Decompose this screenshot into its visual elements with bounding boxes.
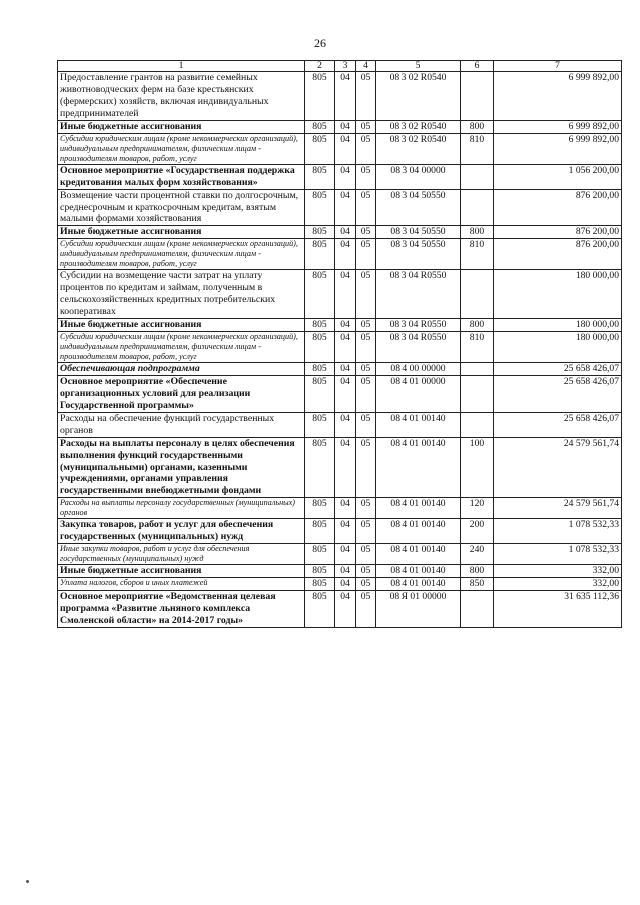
table-row [58,375,622,412]
row-amount-cell: 1 078 532,33 [494,544,622,565]
row-admin-code-cell: 805 [305,189,335,226]
row-subsection-cell: 05 [356,519,376,544]
row-expense-type-cell: 120 [461,498,494,519]
column-header: 1 [58,61,305,72]
row-subsection-cell: 05 [356,332,376,363]
row-amount-cell: 1 056 200,00 [494,164,622,189]
row-subsection-cell: 05 [356,120,376,133]
column-header: 4 [356,61,376,72]
row-expense-type-cell [461,363,494,376]
row-admin-code-cell: 805 [305,133,335,164]
table-row [58,332,622,363]
row-expense-type-cell: 810 [461,332,494,363]
table-row [58,270,622,319]
row-name-cell: Иные бюджетные ассигнования [58,226,305,239]
row-name-cell: Основное мероприятие «Ведомственная целевая программа «Развитие льняного комплекса Смоленской области» на 2014-2017 годы» [58,590,305,627]
row-subsection-cell: 05 [356,363,376,376]
row-subsection-cell: 05 [356,226,376,239]
budget-table [57,60,622,628]
row-target-article-cell: 08 3 02 R0540 [376,133,461,164]
row-amount-cell: 180 000,00 [494,332,622,363]
table-row [58,578,622,591]
row-target-article-cell: 08 3 04 R0550 [376,332,461,363]
row-admin-code-cell: 805 [305,319,335,332]
row-amount-cell: 25 658 426,07 [494,412,622,437]
row-name-cell: Иные бюджетные ассигнования [58,120,305,133]
row-name-cell: Основное мероприятие «Обеспечение организационных условий для реализации Государственной программы» [58,375,305,412]
column-header: 6 [461,61,494,72]
table-row [58,565,622,578]
row-name-cell: Предоставление грантов на развитие семейных животноводческих ферм на базе крестьянских (фермерских) хозяйств, включая индивидуальных предпринимателей [58,72,305,121]
row-expense-type-cell: 810 [461,133,494,164]
row-target-article-cell: 08 3 02 R0540 [376,72,461,121]
row-name-cell: Расходы на выплаты персоналу государственных (муниципальных) органов [58,498,305,519]
row-subsection-cell: 05 [356,590,376,627]
row-amount-cell: 24 579 561,74 [494,498,622,519]
row-admin-code-cell: 805 [305,72,335,121]
row-section-cell: 04 [335,498,356,519]
row-amount-cell: 25 658 426,07 [494,375,622,412]
row-section-cell: 04 [335,363,356,376]
table-row [58,226,622,239]
row-amount-cell: 876 200,00 [494,226,622,239]
row-target-article-cell: 08 4 01 00140 [376,578,461,591]
row-subsection-cell: 05 [356,565,376,578]
row-expense-type-cell [461,412,494,437]
row-admin-code-cell: 805 [305,120,335,133]
row-name-cell: Закупка товаров, работ и услуг для обеспечения государственных (муниципальных) нужд [58,519,305,544]
row-expense-type-cell [461,270,494,319]
table-row [58,363,622,376]
row-section-cell: 04 [335,437,356,498]
row-subsection-cell: 05 [356,270,376,319]
table-row [58,319,622,332]
row-expense-type-cell: 100 [461,437,494,498]
row-name-cell: Субсидии на возмещение части затрат на уплату процентов по кредитам и займам, полученным в сельскохозяйственных кредитных потребительских кооперативах [58,270,305,319]
table-row [58,437,622,498]
page-number: 26 [314,36,326,50]
row-section-cell: 04 [335,164,356,189]
table-row [58,498,622,519]
row-name-cell: Возмещение части процентной ставки по долгосрочным, среднесрочным и краткосрочным кредитам, взятым малыми формами хозяйствования [58,189,305,226]
row-section-cell: 04 [335,319,356,332]
column-header: 5 [376,61,461,72]
row-admin-code-cell: 805 [305,412,335,437]
row-expense-type-cell: 810 [461,239,494,270]
row-target-article-cell: 08 3 04 R0550 [376,319,461,332]
column-header: 2 [305,61,335,72]
row-name-cell: Субсидии юридическим лицам (кроме некоммерческих организаций), индивидуальным предпринимателям, физическим лицам - производителям товаров, работ, услуг [58,133,305,164]
row-name-cell: Основное мероприятие «Государственная поддержка кредитования малых форм хозяйствования» [58,164,305,189]
row-name-cell: Субсидии юридическим лицам (кроме некоммерческих организаций), индивидуальным предпринимателям, физическим лицам - производителям товаров, работ, услуг [58,239,305,270]
row-amount-cell: 6 999 892,00 [494,133,622,164]
row-admin-code-cell: 805 [305,164,335,189]
row-section-cell: 04 [335,544,356,565]
row-expense-type-cell: 850 [461,578,494,591]
row-amount-cell: 6 999 892,00 [494,120,622,133]
row-subsection-cell: 05 [356,189,376,226]
row-section-cell: 04 [335,590,356,627]
row-amount-cell: 6 999 892,00 [494,72,622,121]
row-admin-code-cell: 805 [305,363,335,376]
row-amount-cell: 1 078 532,33 [494,519,622,544]
column-header: 7 [494,61,622,72]
row-subsection-cell: 05 [356,544,376,565]
row-amount-cell: 24 579 561,74 [494,437,622,498]
row-amount-cell: 332,00 [494,578,622,591]
row-subsection-cell: 05 [356,437,376,498]
row-admin-code-cell: 805 [305,578,335,591]
row-admin-code-cell: 805 [305,565,335,578]
row-target-article-cell: 08 3 04 R0550 [376,270,461,319]
row-name-cell: Иные бюджетные ассигнования [58,565,305,578]
row-target-article-cell: 08 3 02 R0540 [376,120,461,133]
row-name-cell: Иные бюджетные ассигнования [58,319,305,332]
row-target-article-cell: 08 4 00 00000 [376,363,461,376]
row-section-cell: 04 [335,133,356,164]
row-admin-code-cell: 805 [305,519,335,544]
row-section-cell: 04 [335,270,356,319]
table-row [58,133,622,164]
row-expense-type-cell: 800 [461,319,494,332]
row-amount-cell: 332,00 [494,565,622,578]
row-amount-cell: 25 658 426,07 [494,363,622,376]
table-row [58,544,622,565]
table-row [58,72,622,121]
row-subsection-cell: 05 [356,498,376,519]
row-target-article-cell: 08 4 01 00140 [376,565,461,578]
row-subsection-cell: 05 [356,412,376,437]
column-header: 3 [335,61,356,72]
row-subsection-cell: 05 [356,72,376,121]
row-section-cell: 04 [335,412,356,437]
row-expense-type-cell [461,189,494,226]
row-expense-type-cell [461,164,494,189]
row-amount-cell: 31 635 112,36 [494,590,622,627]
table-header-row [58,61,622,72]
row-expense-type-cell: 800 [461,226,494,239]
row-section-cell: 04 [335,578,356,591]
row-admin-code-cell: 805 [305,544,335,565]
table-row [58,590,622,627]
row-amount-cell: 180 000,00 [494,270,622,319]
row-name-cell: Расходы на выплаты персоналу в целях обеспечения выполнения функций государственными (муниципальными) органами, казенными учреждениями, органами управления государственными внебюджетными фондами [58,437,305,498]
row-target-article-cell: 08 4 01 00000 [376,375,461,412]
row-name-cell: Обеспечивающая подпрограмма [58,363,305,376]
row-expense-type-cell: 200 [461,519,494,544]
row-target-article-cell: 08 3 04 50550 [376,226,461,239]
row-subsection-cell: 05 [356,319,376,332]
row-amount-cell: 876 200,00 [494,189,622,226]
row-expense-type-cell [461,375,494,412]
row-subsection-cell: 05 [356,578,376,591]
row-target-article-cell: 08 3 04 00000 [376,164,461,189]
table-row [58,164,622,189]
row-admin-code-cell: 805 [305,226,335,239]
row-name-cell: Субсидии юридическим лицам (кроме некоммерческих организаций), индивидуальным предпринимателям, физическим лицам - производителям товаров, работ, услуг [58,332,305,363]
row-section-cell: 04 [335,565,356,578]
row-target-article-cell: 08 3 04 50550 [376,239,461,270]
row-admin-code-cell: 805 [305,239,335,270]
row-admin-code-cell: 805 [305,375,335,412]
row-admin-code-cell: 805 [305,590,335,627]
row-expense-type-cell: 800 [461,120,494,133]
row-expense-type-cell [461,72,494,121]
row-expense-type-cell: 240 [461,544,494,565]
row-expense-type-cell [461,590,494,627]
row-target-article-cell: 08 4 01 00140 [376,544,461,565]
row-section-cell: 04 [335,239,356,270]
row-amount-cell: 876 200,00 [494,239,622,270]
scan-dot-mark [26,880,29,883]
table-row [58,519,622,544]
row-target-article-cell: 08 4 01 00140 [376,437,461,498]
row-section-cell: 04 [335,120,356,133]
table-row [58,120,622,133]
row-target-article-cell: 08 3 04 50550 [376,189,461,226]
row-amount-cell: 180 000,00 [494,319,622,332]
row-name-cell: Расходы на обеспечение функций государственных органов [58,412,305,437]
row-subsection-cell: 05 [356,375,376,412]
row-admin-code-cell: 805 [305,270,335,319]
row-admin-code-cell: 805 [305,437,335,498]
row-section-cell: 04 [335,226,356,239]
row-section-cell: 04 [335,332,356,363]
row-section-cell: 04 [335,375,356,412]
row-name-cell: Уплата налогов, сборов и иных платежей [58,578,305,591]
table-row [58,412,622,437]
row-section-cell: 04 [335,519,356,544]
row-name-cell: Иные закупки товаров, работ и услуг для обеспечения государственных (муниципальных) нужд [58,544,305,565]
row-target-article-cell: 08 4 01 00140 [376,498,461,519]
row-section-cell: 04 [335,189,356,226]
table-row [58,239,622,270]
row-subsection-cell: 05 [356,133,376,164]
row-admin-code-cell: 805 [305,332,335,363]
row-subsection-cell: 05 [356,164,376,189]
row-target-article-cell: 08 4 01 00140 [376,412,461,437]
row-section-cell: 04 [335,72,356,121]
table-row [58,189,622,226]
row-subsection-cell: 05 [356,239,376,270]
row-target-article-cell: 08 4 01 00140 [376,519,461,544]
row-admin-code-cell: 805 [305,498,335,519]
row-expense-type-cell: 800 [461,565,494,578]
row-target-article-cell: 08 Я 01 00000 [376,590,461,627]
